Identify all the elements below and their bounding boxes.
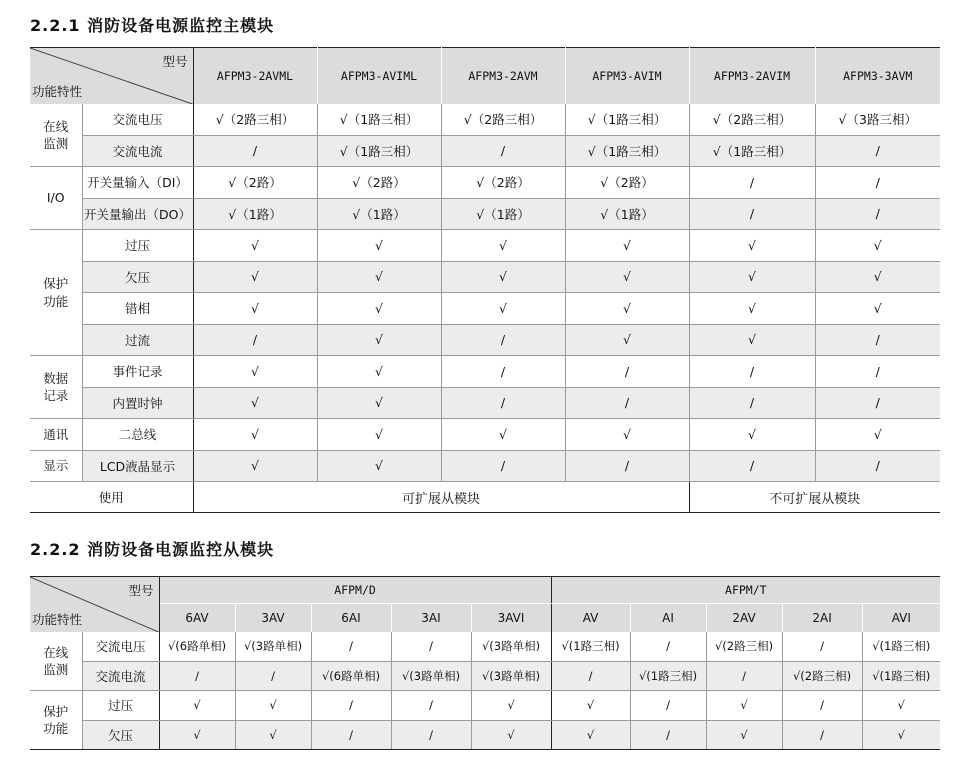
feature-value: √	[441, 261, 565, 293]
model-header: 3AVI	[471, 604, 551, 633]
corner-feature-label: 功能特性	[32, 612, 83, 627]
table-row	[30, 230, 940, 262]
feature-value: √（2路三相）	[689, 104, 815, 135]
feature-value: √	[815, 230, 940, 262]
feature-value: √（1路三相）	[317, 104, 441, 135]
model-header: AFPM3-2AVM	[441, 48, 565, 105]
feature-value: √(3路单相)	[235, 632, 311, 661]
feature-label: 事件记录	[82, 356, 193, 388]
feature-value: /	[565, 356, 689, 388]
feature-value: /	[689, 450, 815, 482]
feature-value: √（1路三相）	[689, 135, 815, 167]
feature-value: √	[317, 230, 441, 262]
feature-label: 二总线	[82, 419, 193, 451]
feature-value: √(1路三相)	[862, 661, 940, 691]
family-header: AFPM/T	[551, 577, 940, 604]
model-header: AFPM3-AVIM	[565, 48, 689, 105]
feature-value: √	[235, 691, 311, 721]
group-label: 保护 功能	[30, 230, 82, 356]
feature-label: 欠压	[82, 720, 159, 750]
feature-value: /	[235, 661, 311, 691]
table-row	[30, 661, 940, 691]
model-header: AFPM3-AVIML	[317, 48, 441, 105]
feature-value: /	[441, 387, 565, 419]
feature-label: LCD液晶显示	[82, 450, 193, 482]
feature-value: /	[441, 135, 565, 167]
table-row	[30, 324, 940, 356]
feature-value: √	[317, 261, 441, 293]
feature-value: /	[689, 387, 815, 419]
feature-value: √（2路）	[317, 167, 441, 199]
corner-model-label: 型号	[162, 54, 188, 69]
feature-value: √	[317, 387, 441, 419]
group-label: 数据 记录	[30, 356, 82, 419]
feature-value: √(3路单相)	[471, 661, 551, 691]
feature-label: 开关量输出（DO）	[82, 198, 193, 230]
feature-value: /	[815, 356, 940, 388]
feature-value: /	[441, 450, 565, 482]
usage-not-extendable: 不可扩展从模块	[689, 482, 940, 513]
feature-value: /	[159, 661, 235, 691]
feature-value: √	[815, 293, 940, 325]
usage-row	[30, 482, 940, 513]
feature-value: √	[706, 720, 782, 750]
feature-value: √（1路）	[441, 198, 565, 230]
feature-value: /	[311, 720, 391, 750]
feature-value: √	[471, 720, 551, 750]
feature-value: √（2路三相）	[441, 104, 565, 135]
corner-feature-label: 功能特性	[32, 84, 83, 99]
table-row	[30, 720, 940, 750]
feature-value: √	[317, 419, 441, 451]
model-header: AI	[630, 604, 706, 633]
corner-model-label: 型号	[128, 583, 154, 598]
corner-header	[30, 577, 159, 633]
feature-value: /	[689, 356, 815, 388]
feature-value: √	[689, 293, 815, 325]
feature-value: √	[235, 720, 311, 750]
feature-label: 过压	[82, 230, 193, 262]
feature-value: √	[159, 691, 235, 721]
table-row	[30, 632, 940, 661]
feature-value: √	[317, 293, 441, 325]
feature-value: √	[159, 720, 235, 750]
model-header: AV	[551, 604, 630, 633]
feature-value: √	[689, 419, 815, 451]
table-row	[30, 450, 940, 482]
feature-label: 交流电流	[82, 661, 159, 691]
feature-value: √（3路三相）	[815, 104, 940, 135]
feature-value: /	[689, 167, 815, 199]
feature-value: √（1路）	[565, 198, 689, 230]
usage-extendable: 可扩展从模块	[193, 482, 689, 513]
feature-value: √(1路三相)	[862, 632, 940, 661]
group-label: 保护 功能	[30, 691, 82, 750]
feature-value: √（1路）	[193, 198, 317, 230]
feature-value: √	[193, 450, 317, 482]
feature-value: √	[551, 691, 630, 721]
feature-value: /	[391, 720, 471, 750]
feature-value: /	[815, 324, 940, 356]
feature-value: √(1路三相)	[551, 632, 630, 661]
feature-value: √	[441, 419, 565, 451]
feature-label: 过压	[82, 691, 159, 721]
feature-value: √（2路）	[193, 167, 317, 199]
feature-value: √（2路）	[441, 167, 565, 199]
family-header-row	[30, 577, 940, 604]
feature-value: /	[815, 198, 940, 230]
model-header: AFPM3-2AVIM	[689, 48, 815, 105]
feature-value: √（1路）	[317, 198, 441, 230]
feature-value: √	[441, 230, 565, 262]
table-row	[30, 387, 940, 419]
feature-value: √	[551, 720, 630, 750]
feature-value: /	[782, 632, 862, 661]
feature-value: √	[565, 324, 689, 356]
feature-value: /	[441, 356, 565, 388]
feature-label: 交流电压	[82, 104, 193, 135]
feature-value: √	[193, 261, 317, 293]
feature-value: √（1路三相）	[317, 135, 441, 167]
feature-value: √	[193, 293, 317, 325]
feature-label: 交流电压	[82, 632, 159, 661]
feature-value: /	[689, 198, 815, 230]
table-row	[30, 419, 940, 451]
feature-value: √	[862, 720, 940, 750]
feature-value: √	[689, 261, 815, 293]
model-header: 3AV	[235, 604, 311, 633]
table-row	[30, 198, 940, 230]
feature-value: √	[317, 324, 441, 356]
family-header: AFPM/D	[159, 577, 551, 604]
feature-value: √	[471, 691, 551, 721]
feature-value: √	[689, 324, 815, 356]
model-header: 2AI	[782, 604, 862, 633]
feature-value: /	[311, 632, 391, 661]
feature-value: √	[193, 356, 317, 388]
group-label: 通讯	[30, 419, 82, 451]
feature-value: √	[441, 293, 565, 325]
feature-label: 过流	[82, 324, 193, 356]
feature-label: 开关量输入（DI）	[82, 167, 193, 199]
model-header: AFPM3-2AVML	[193, 48, 317, 105]
group-label: 在线 监测	[30, 632, 82, 691]
feature-value: √	[815, 261, 940, 293]
feature-value: √(2路三相)	[782, 661, 862, 691]
slave-module-table	[30, 576, 940, 750]
feature-label: 内置时钟	[82, 387, 193, 419]
feature-value: √	[689, 230, 815, 262]
main-module-table	[30, 47, 940, 513]
feature-value: /	[815, 167, 940, 199]
feature-value: /	[311, 691, 391, 721]
feature-value: √(1路三相)	[630, 661, 706, 691]
table-row	[30, 167, 940, 199]
feature-value: √(3路单相)	[471, 632, 551, 661]
feature-value: /	[391, 632, 471, 661]
model-header: 3AI	[391, 604, 471, 633]
feature-value: √（2路）	[565, 167, 689, 199]
model-header: AVI	[862, 604, 940, 633]
corner-header	[30, 48, 193, 105]
feature-value: √（1路三相）	[565, 135, 689, 167]
feature-value: √	[193, 387, 317, 419]
model-header: 6AI	[311, 604, 391, 633]
feature-value: √	[317, 356, 441, 388]
feature-value: √	[706, 691, 782, 721]
feature-value: /	[193, 324, 317, 356]
feature-value: √(6路单相)	[159, 632, 235, 661]
feature-value: √	[565, 261, 689, 293]
group-label: I/O	[30, 167, 82, 230]
feature-value: √	[565, 230, 689, 262]
table-row	[30, 261, 940, 293]
feature-value: /	[565, 387, 689, 419]
feature-value: √（2路三相）	[193, 104, 317, 135]
feature-value: √(6路单相)	[311, 661, 391, 691]
usage-label: 使用	[30, 482, 193, 513]
feature-value: √	[193, 230, 317, 262]
feature-value: /	[815, 450, 940, 482]
table-row	[30, 104, 940, 135]
model-header: 6AV	[159, 604, 235, 633]
feature-value: /	[630, 632, 706, 661]
model-header-row	[30, 604, 940, 633]
feature-value: /	[565, 450, 689, 482]
feature-value: √	[565, 419, 689, 451]
feature-value: /	[551, 661, 630, 691]
feature-value: √(3路单相)	[391, 661, 471, 691]
feature-label: 交流电流	[82, 135, 193, 167]
model-header: AFPM3-3AVM	[815, 48, 940, 105]
feature-value: /	[782, 720, 862, 750]
model-header: 2AV	[706, 604, 782, 633]
table-row	[30, 356, 940, 388]
feature-label: 欠压	[82, 261, 193, 293]
feature-value: /	[391, 691, 471, 721]
section2-title: 2.2.2 消防设备电源监控从模块	[30, 540, 275, 559]
feature-value: √	[815, 419, 940, 451]
feature-value: /	[630, 691, 706, 721]
table-row	[30, 691, 940, 721]
section1-title: 2.2.1 消防设备电源监控主模块	[30, 16, 275, 35]
feature-value: √(2路三相)	[706, 632, 782, 661]
feature-label: 错相	[82, 293, 193, 325]
table-row	[30, 293, 940, 325]
table-row	[30, 135, 940, 167]
feature-value: √	[565, 293, 689, 325]
feature-value: /	[193, 135, 317, 167]
group-label: 在线 监测	[30, 104, 82, 167]
feature-value: /	[441, 324, 565, 356]
feature-value: /	[782, 691, 862, 721]
feature-value: √	[862, 691, 940, 721]
header-row	[30, 48, 940, 105]
feature-value: /	[706, 661, 782, 691]
feature-value: √	[317, 450, 441, 482]
feature-value: /	[630, 720, 706, 750]
feature-value: /	[815, 387, 940, 419]
feature-value: /	[815, 135, 940, 167]
feature-value: √（1路三相）	[565, 104, 689, 135]
group-label: 显示	[30, 450, 82, 482]
feature-value: √	[193, 419, 317, 451]
